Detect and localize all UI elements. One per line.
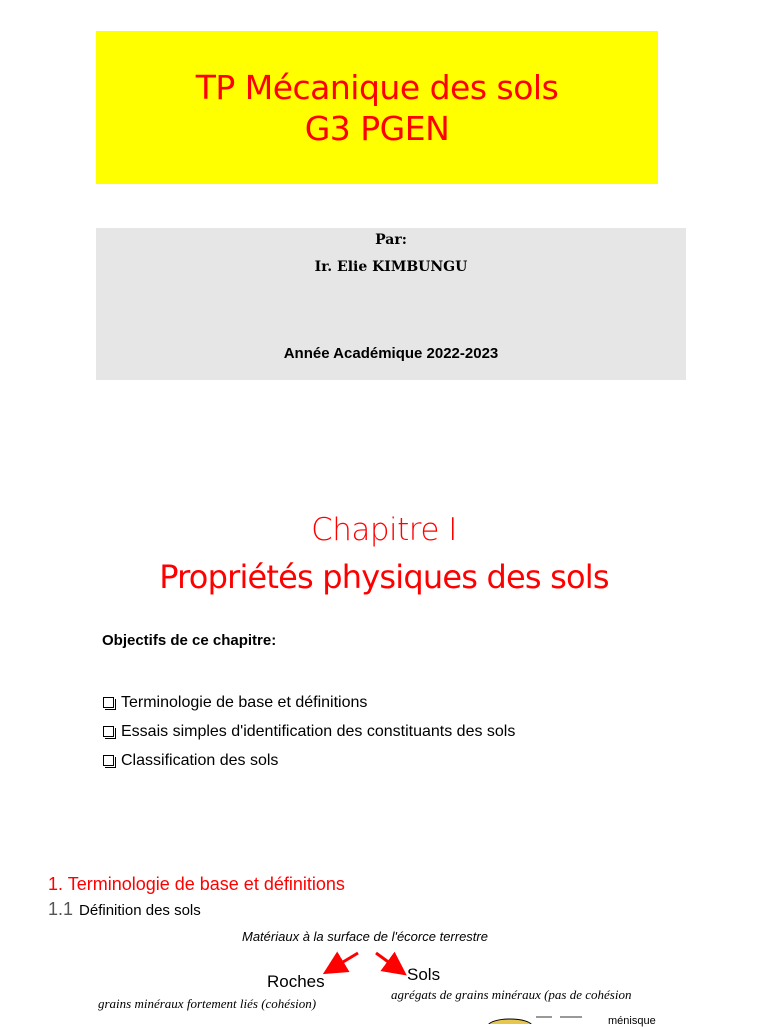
academic-year: Année Académique 2022-2023	[283, 345, 499, 362]
subsection-number: 1.1	[48, 899, 74, 919]
par-label: Par:	[375, 232, 407, 248]
author-name: Ir. Elie KIMBUNGU	[314, 259, 468, 275]
chapter-label: Chapitre I	[311, 512, 457, 548]
sols-label: Sols	[407, 965, 441, 984]
sols-description: agrégats de grains minéraux (pas de cohésion	[391, 987, 632, 1002]
arrow-to-roches	[328, 953, 358, 971]
objective-text: Essais simples d'identification des constituants des sols	[121, 722, 516, 740]
diagram-top-label: Matériaux à la surface de l'écorce terrestre	[242, 929, 488, 944]
document-title-line-2: G3 PGEN	[304, 108, 450, 148]
arrow-to-sols	[376, 953, 402, 972]
subsection-title: Définition des sols	[79, 902, 201, 919]
objectives-heading: Objectifs de ce chapitre:	[102, 632, 277, 649]
objective-text: Classification des sols	[121, 751, 279, 769]
soil-grain-illustration	[488, 1019, 532, 1024]
document-title-line-1: TP Mécanique des sols	[195, 67, 559, 107]
section-number: 1.	[48, 874, 64, 894]
roches-label: Roches	[267, 972, 325, 991]
roches-description: grains minéraux fortement liés (cohésion)	[98, 996, 317, 1011]
objective-text: Terminologie de base et définitions	[121, 693, 368, 711]
section-title: Terminologie de base et définitions	[67, 874, 345, 894]
menisque-label: ménisque	[608, 1015, 656, 1027]
chapter-title: Propriétés physiques des sols	[159, 558, 609, 596]
